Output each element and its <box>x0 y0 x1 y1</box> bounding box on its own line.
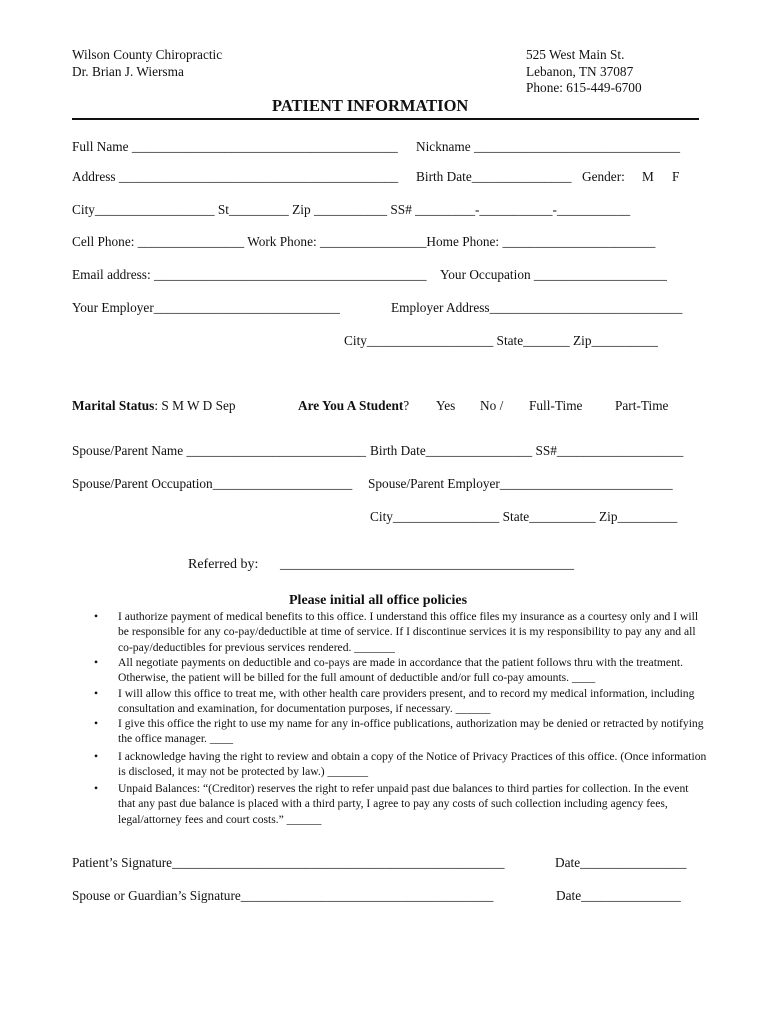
spouse-city-state-zip-row[interactable]: City________________ State__________ Zip_________ <box>370 509 678 524</box>
employer-address-field[interactable]: Employer Address_____________________________ <box>391 300 683 315</box>
policy-item-unpaid-balances: Unpaid Balances: “(Creditor) reserves the right to refer unpaid past due balances to third parties for collection. In the event that any past due balance is placed with a third party, I agree to pay any costs of such collection including agency fees, legal/attorney fees and court costs.” ______ <box>118 782 689 826</box>
referred-by-label: Referred by: <box>188 557 259 572</box>
policy-item-insurance: I authorize payment of medical benefits to this office. I understand this office files my insurance as a courtesy only and I will be responsible for any co-pay/deductible at time of service. If I discontinue services it is my responsibility to pay any and all co-pay/deductibles for previous services rendered. _______ <box>118 610 699 654</box>
clinic-address-line1: 525 West Main St. <box>526 47 625 62</box>
guardian-date-field[interactable]: Date_______________ <box>556 888 681 903</box>
birth-date-field[interactable]: Birth Date_______________ <box>416 169 572 184</box>
gender-option-m[interactable]: M <box>642 169 654 184</box>
marital-status-row <box>72 398 236 414</box>
referred-by-field[interactable]: __________________________________________ <box>280 557 574 572</box>
policies-heading: Please initial all office policies <box>289 593 468 608</box>
gender-label: Gender: <box>582 169 625 184</box>
student-label: Are You A Student <box>298 398 404 413</box>
address-field[interactable]: Address __________________________________________ <box>72 169 399 184</box>
bullet-icon: • <box>94 687 99 700</box>
patient-signature-field[interactable]: Patient’s Signature__________________________________________________ <box>72 855 505 870</box>
city-state-zip-ssn-row[interactable]: City__________________ St_________ Zip ___________ SS# _________-___________-___________ <box>72 202 631 217</box>
doctor-name: Dr. Brian J. Wiersma <box>72 64 184 79</box>
policy-item-treatment: I will allow this office to treat me, with other health care providers present, and to record my medical information, including consultation and examination, for documentation purposes, if necessary. ______ <box>118 687 695 716</box>
policy-item-privacy: I acknowledge having the right to review and obtain a copy of the Notice of Privacy Practices of this office. (Once information is disclosed, it may not be protected by law.) _______ <box>118 750 707 779</box>
title-rule <box>72 118 699 120</box>
clinic-address-line2: Lebanon, TN 37087 <box>526 64 634 79</box>
clinic-name: Wilson County Chiropractic <box>72 47 223 62</box>
phone-numbers-row[interactable]: Cell Phone: ________________ Work Phone: ________________Home Phone: _______________________ <box>72 234 656 249</box>
spouse-occupation-field[interactable]: Spouse/Parent Occupation_____________________ <box>72 476 353 491</box>
bullet-icon: • <box>94 750 99 763</box>
policy-item-name-use: I give this office the right to use my name for any in-office publications, authorization may be denied or retracted by notifying the office manager. ____ <box>118 717 704 746</box>
marital-status-label: Marital Status <box>72 398 155 413</box>
student-option-no[interactable]: No / <box>480 398 504 413</box>
policy-item-deductible: All negotiate payments on deductible and co-pays are made in accordance that the patient follows thru with the treatment. Otherwise, the patient will be billed for the full amount of deductible and/or full co-pay amounts. ____ <box>118 656 683 685</box>
full-name-field[interactable]: Full Name ________________________________________ <box>72 139 398 154</box>
bullet-icon: • <box>94 782 99 795</box>
guardian-signature-field[interactable]: Spouse or Guardian’s Signature______________________________________ <box>72 888 494 903</box>
email-field[interactable]: Email address: _________________________________________ <box>72 267 427 282</box>
student-question <box>298 398 409 414</box>
occupation-field[interactable]: Your Occupation ____________________ <box>440 267 667 282</box>
student-option-yes[interactable]: Yes <box>436 398 456 413</box>
employer-field[interactable]: Your Employer____________________________ <box>72 300 340 315</box>
clinic-phone: Phone: 615-449-6700 <box>526 80 642 95</box>
student-option-part-time[interactable]: Part-Time <box>615 398 669 413</box>
bullet-icon: • <box>94 610 99 623</box>
bullet-icon: • <box>94 717 99 730</box>
employer-city-state-zip-row[interactable]: City___________________ State_______ Zip__________ <box>344 333 658 348</box>
spouse-employer-field[interactable]: Spouse/Parent Employer__________________________ <box>368 476 673 491</box>
spouse-birth-ssn-field[interactable]: Birth Date________________ SS#___________________ <box>370 443 684 458</box>
student-question-mark: ? <box>403 398 410 413</box>
spouse-name-field[interactable]: Spouse/Parent Name ___________________________ <box>72 443 366 458</box>
nickname-field[interactable]: Nickname _______________________________ <box>416 139 681 154</box>
patient-date-field[interactable]: Date________________ <box>555 855 687 870</box>
bullet-icon: • <box>94 656 99 669</box>
page-title: PATIENT INFORMATION <box>272 96 469 115</box>
student-option-full-time[interactable]: Full-Time <box>529 398 583 413</box>
gender-option-f[interactable]: F <box>672 169 680 184</box>
marital-status-options[interactable]: : S M W D Sep <box>154 398 236 413</box>
